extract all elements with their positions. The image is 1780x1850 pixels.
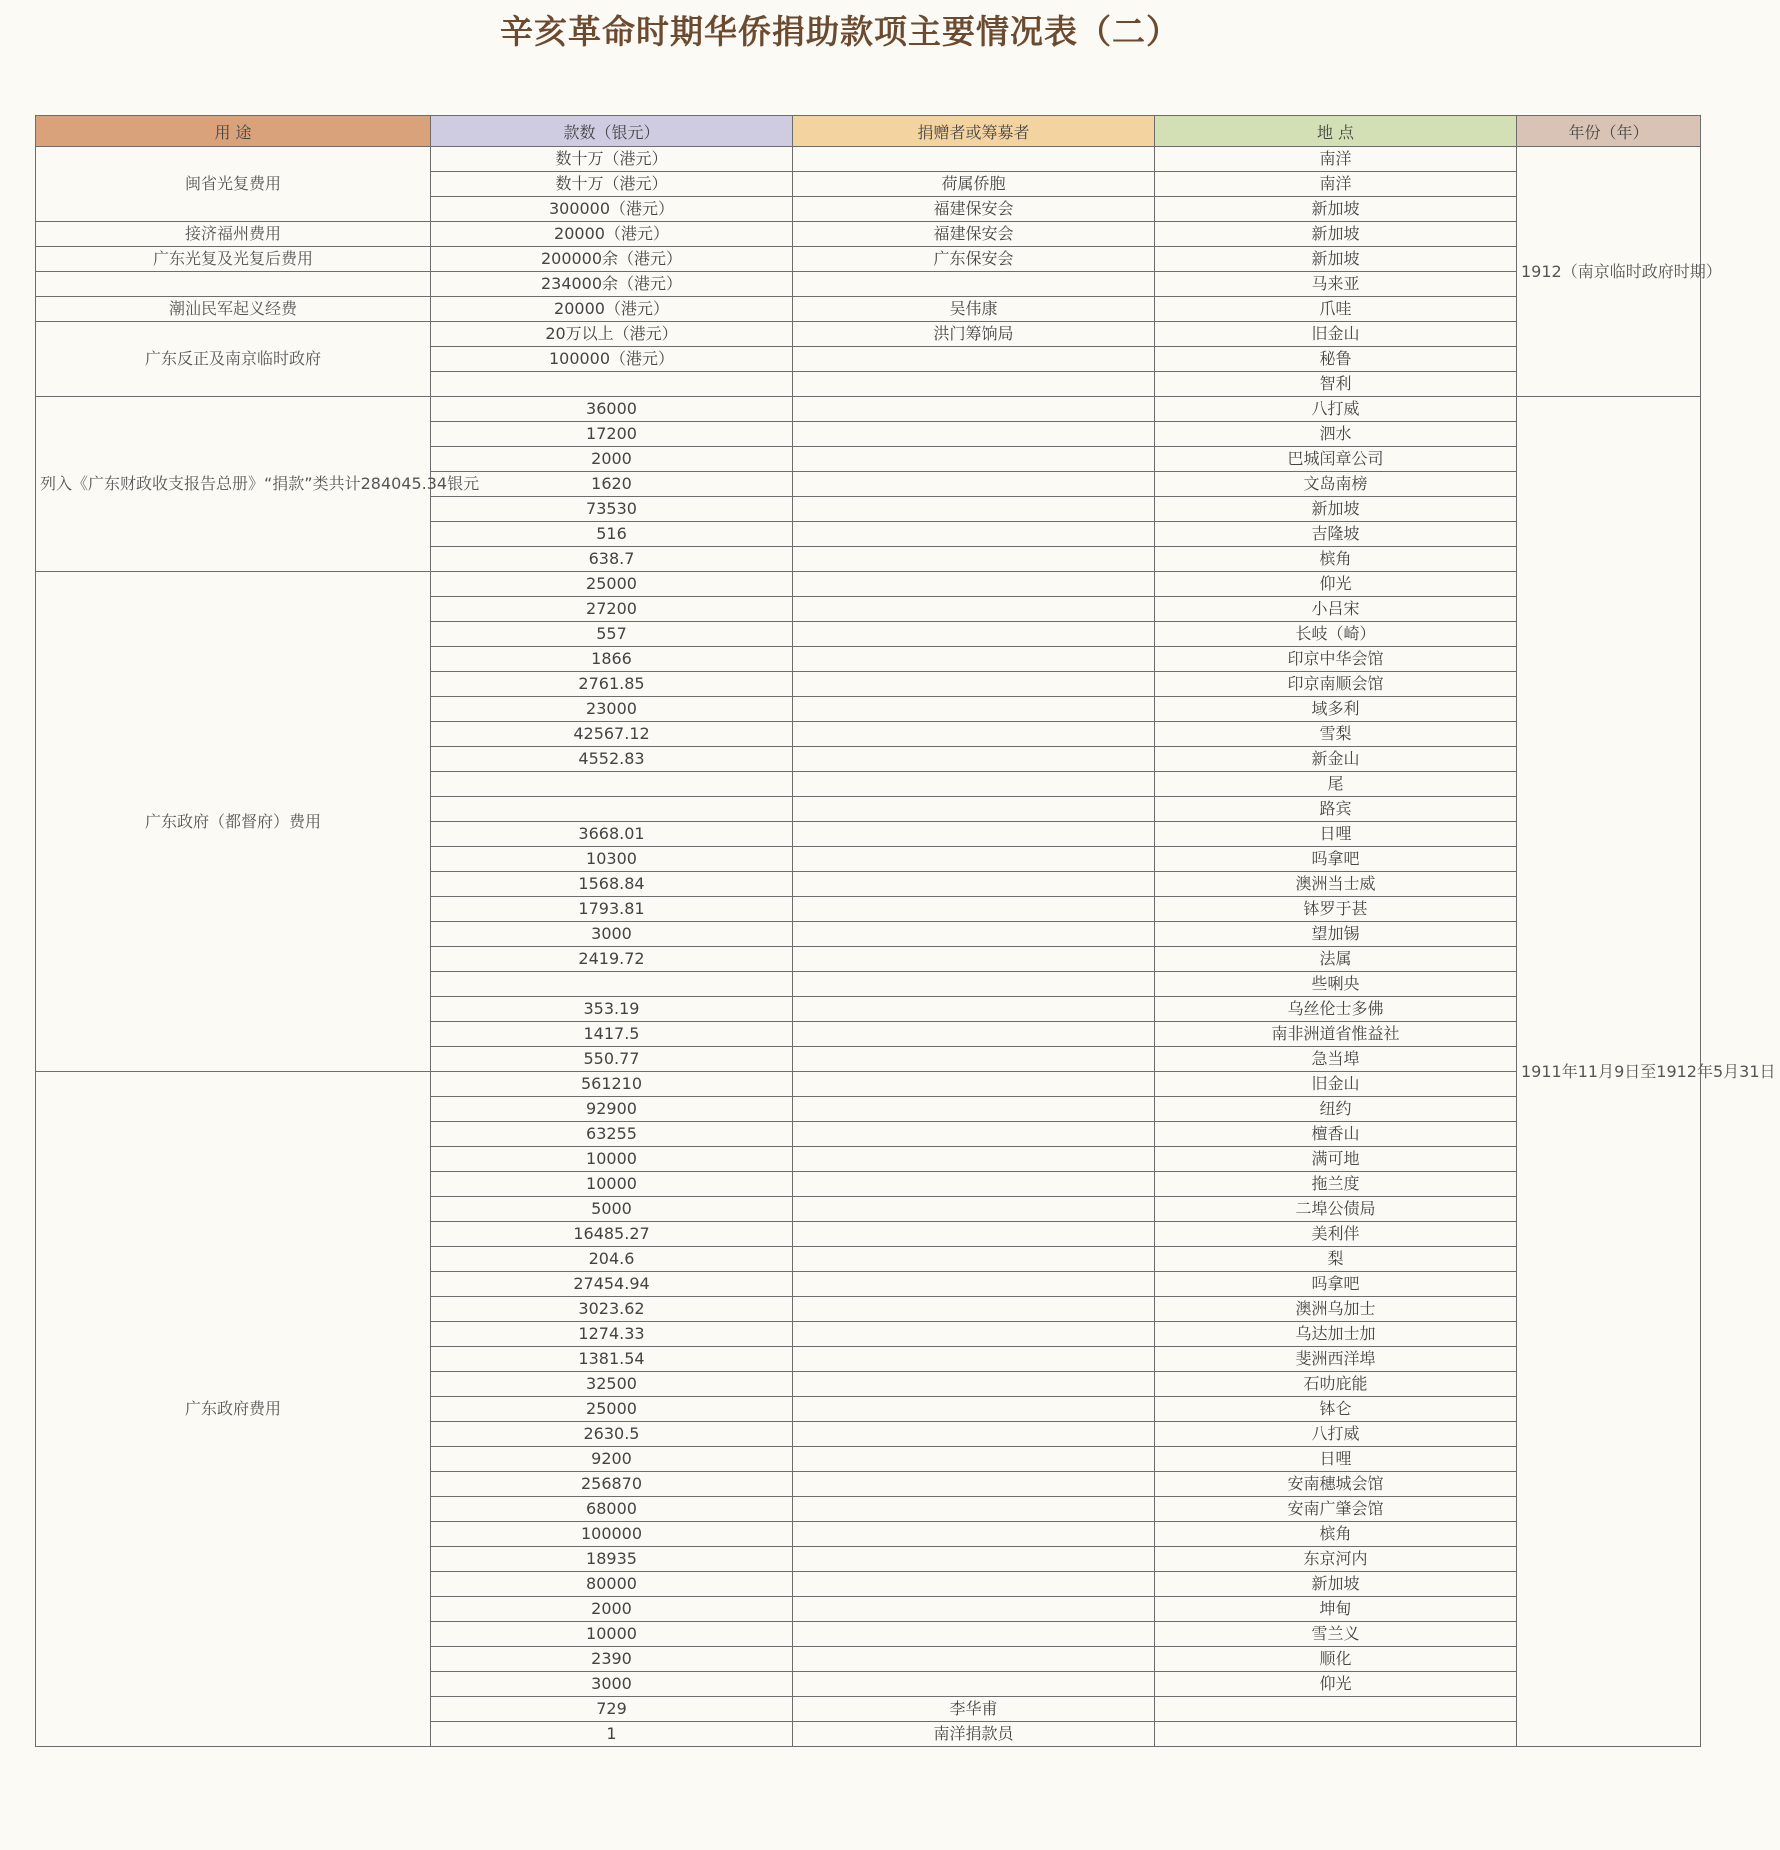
location-cell: 钵罗于甚 [1155,897,1517,922]
location-cell: 斐洲西洋埠 [1155,1347,1517,1372]
donor-cell [793,697,1155,722]
donor-column-header: 捐赠者或筹募者 [793,116,1155,147]
location-cell: 新加坡 [1155,222,1517,247]
location-cell: 新金山 [1155,747,1517,772]
table-row [36,147,1701,172]
donor-cell [793,1147,1155,1172]
amount-cell: 10000 [431,1172,793,1197]
location-cell: 泗水 [1155,422,1517,447]
amount-cell: 3023.62 [431,1297,793,1322]
amount-cell: 63255 [431,1122,793,1147]
usage-cell: 广东反正及南京临时政府 [36,322,431,397]
location-cell: 美利伴 [1155,1222,1517,1247]
location-cell: 仰光 [1155,572,1517,597]
donor-cell [793,1197,1155,1222]
donor-cell [793,797,1155,822]
amount-cell: 516 [431,522,793,547]
amount-cell: 数十万（港元） [431,172,793,197]
donor-cell [793,1247,1155,1272]
location-cell: 安南穗城会馆 [1155,1472,1517,1497]
donor-cell [793,372,1155,397]
donor-cell [793,1172,1155,1197]
location-cell: 旧金山 [1155,322,1517,347]
location-cell: 长岐（崎） [1155,622,1517,647]
location-cell: 新加坡 [1155,197,1517,222]
location-cell: 雪梨 [1155,722,1517,747]
donor-cell [793,472,1155,497]
location-cell: 梨 [1155,1247,1517,1272]
location-cell: 二埠公债局 [1155,1197,1517,1222]
donor-cell: 洪门筹饷局 [793,322,1155,347]
amount-cell: 1793.81 [431,897,793,922]
donor-cell [793,1022,1155,1047]
amount-cell [431,772,793,797]
donor-cell [793,272,1155,297]
donor-cell: 荷属侨胞 [793,172,1155,197]
donor-cell: 福建保安会 [793,222,1155,247]
amount-cell: 18935 [431,1547,793,1572]
table-header [36,116,1701,147]
amount-cell: 234000余（港元） [431,272,793,297]
amount-cell: 9200 [431,1447,793,1472]
amount-cell: 1381.54 [431,1347,793,1372]
location-cell: 槟角 [1155,1522,1517,1547]
location-cell: 雪兰义 [1155,1622,1517,1647]
period-cell: 1912（南京临时政府时期） [1517,147,1701,397]
amount-cell: 23000 [431,697,793,722]
table-row [36,272,1701,297]
donor-cell: 李华甫 [793,1697,1155,1722]
donor-cell [793,447,1155,472]
location-cell: 安南广肇会馆 [1155,1497,1517,1522]
location-cell: 钵仑 [1155,1397,1517,1422]
location-cell: 尾 [1155,772,1517,797]
period-cell: 1911年11月9日至1912年5月31日 [1517,397,1701,1747]
donor-cell [793,347,1155,372]
amount-cell: 1417.5 [431,1022,793,1047]
donor-cell [793,397,1155,422]
table-row [36,247,1701,272]
amount-cell: 20万以上（港元） [431,322,793,347]
table-body [36,147,1776,1747]
donor-cell [793,147,1155,172]
donor-cell [793,1047,1155,1072]
amount-cell: 17200 [431,422,793,447]
amount-cell: 550.77 [431,1047,793,1072]
donor-cell [793,622,1155,647]
amount-cell: 20000（港元） [431,222,793,247]
donor-cell [793,572,1155,597]
donor-cell [793,872,1155,897]
location-cell: 爪哇 [1155,297,1517,322]
location-cell: 印京南顺会馆 [1155,672,1517,697]
amount-cell: 100000 [431,1522,793,1547]
location-cell: 文岛南榜 [1155,472,1517,497]
amount-cell: 10300 [431,847,793,872]
amount-cell: 729 [431,1697,793,1722]
location-cell: 吉隆坡 [1155,522,1517,547]
amount-cell: 27200 [431,597,793,622]
donor-cell [793,972,1155,997]
amount-cell: 353.19 [431,997,793,1022]
amount-cell: 16485.27 [431,1222,793,1247]
donor-cell [793,547,1155,572]
location-cell: 些唎央 [1155,972,1517,997]
location-cell: 小吕宋 [1155,597,1517,622]
location-cell: 吗拿吧 [1155,1272,1517,1297]
amount-cell: 1866 [431,647,793,672]
amount-cell: 42567.12 [431,722,793,747]
amount-cell: 3668.01 [431,822,793,847]
location-cell: 法属 [1155,947,1517,972]
donor-cell [793,1397,1155,1422]
donor-cell [793,672,1155,697]
amount-cell: 3000 [431,1672,793,1697]
donor-cell [793,1072,1155,1097]
donor-cell [793,772,1155,797]
location-cell: 仰光 [1155,1672,1517,1697]
page-title: 辛亥革命时期华侨捐助款项主要情况表（二） [500,12,1180,51]
donor-cell [793,1422,1155,1447]
donor-cell [793,1647,1155,1672]
location-cell: 日哩 [1155,822,1517,847]
amount-cell: 2390 [431,1647,793,1672]
usage-column-header: 用 途 [36,116,431,147]
location-cell: 南洋 [1155,147,1517,172]
location-cell: 新加坡 [1155,497,1517,522]
location-cell: 巴城闰章公司 [1155,447,1517,472]
location-cell: 石叻庇能 [1155,1372,1517,1397]
amount-cell: 1620 [431,472,793,497]
location-cell: 吗拿吧 [1155,847,1517,872]
location-cell: 拖兰度 [1155,1172,1517,1197]
donor-cell [793,922,1155,947]
amount-cell: 10000 [431,1622,793,1647]
location-cell: 马来亚 [1155,272,1517,297]
amount-cell: 300000（港元） [431,197,793,222]
donor-cell: 广东保安会 [793,247,1155,272]
amount-cell [431,372,793,397]
amount-cell: 200000余（港元） [431,247,793,272]
donor-cell [793,1272,1155,1297]
amount-cell: 2000 [431,1597,793,1622]
location-cell: 秘鲁 [1155,347,1517,372]
donor-cell [793,1122,1155,1147]
location-cell: 旧金山 [1155,1072,1517,1097]
table-row [36,322,1701,347]
location-cell: 乌达加士加 [1155,1322,1517,1347]
donor-cell [793,1297,1155,1322]
amount-cell: 25000 [431,1397,793,1422]
amount-cell: 32500 [431,1372,793,1397]
donor-cell [793,722,1155,747]
donor-cell [793,847,1155,872]
donor-cell [793,1372,1155,1397]
donations-table [35,115,1776,1747]
amount-cell: 25000 [431,572,793,597]
donor-cell [793,422,1155,447]
amount-cell: 1568.84 [431,872,793,897]
donor-cell [793,597,1155,622]
amount-cell: 3000 [431,922,793,947]
amount-cell: 80000 [431,1572,793,1597]
amount-cell: 27454.94 [431,1272,793,1297]
donor-cell [793,1347,1155,1372]
location-cell: 槟角 [1155,547,1517,572]
donor-cell [793,1597,1155,1622]
location-cell: 南洋 [1155,172,1517,197]
location-cell: 纽约 [1155,1097,1517,1122]
amount-cell: 561210 [431,1072,793,1097]
usage-cell: 广东光复及光复后费用 [36,247,431,272]
usage-cell: 广东政府（都督府）费用 [36,572,431,1072]
usage-cell: 广东政府费用 [36,1072,431,1747]
location-cell: 新加坡 [1155,1572,1517,1597]
donor-cell [793,1497,1155,1522]
usage-cell: 列入《广东财政收支报告总册》“捐款”类共计284045.34银元 [36,397,431,572]
amount-cell: 2761.85 [431,672,793,697]
location-cell [1155,1697,1517,1722]
donor-cell [793,1522,1155,1547]
location-cell: 南非洲道省惟益社 [1155,1022,1517,1047]
amount-cell: 2000 [431,447,793,472]
amount-cell: 557 [431,622,793,647]
usage-cell: 潮汕民军起义经费 [36,297,431,322]
amount-cell: 2419.72 [431,947,793,972]
donor-cell [793,1572,1155,1597]
amount-cell: 2630.5 [431,1422,793,1447]
location-cell: 八打威 [1155,1422,1517,1447]
donor-cell [793,522,1155,547]
amount-cell: 10000 [431,1147,793,1172]
amount-cell: 92900 [431,1097,793,1122]
donor-cell [793,947,1155,972]
usage-cell: 闽省光复费用 [36,147,431,222]
amount-cell: 36000 [431,397,793,422]
location-cell: 日哩 [1155,1447,1517,1472]
location-cell: 东京河内 [1155,1547,1517,1572]
amount-cell: 1274.33 [431,1322,793,1347]
location-cell: 急当埠 [1155,1047,1517,1072]
usage-cell [36,272,431,297]
amount-cell: 73530 [431,497,793,522]
location-cell: 澳洲乌加士 [1155,1297,1517,1322]
donor-cell [793,1222,1155,1247]
amount-cell: 638.7 [431,547,793,572]
location-cell: 望加锡 [1155,922,1517,947]
amount-cell: 256870 [431,1472,793,1497]
donor-cell [793,997,1155,1022]
table-row [36,572,1701,597]
donor-cell [793,1472,1155,1497]
location-cell: 域多利 [1155,697,1517,722]
location-column-header: 地 点 [1155,116,1517,147]
amount-cell: 数十万（港元） [431,147,793,172]
donor-cell [793,822,1155,847]
amount-cell: 204.6 [431,1247,793,1272]
location-cell: 檀香山 [1155,1122,1517,1147]
table-row [36,297,1701,322]
donor-cell [793,747,1155,772]
donor-cell: 南洋捐款员 [793,1722,1155,1747]
donor-cell: 吴伟康 [793,297,1155,322]
donor-cell [793,1322,1155,1347]
header-row [36,116,1701,147]
amount-column-header: 款数（银元） [431,116,793,147]
donor-cell [793,897,1155,922]
table-row [36,222,1701,247]
donor-cell [793,1447,1155,1472]
amount-cell: 68000 [431,1497,793,1522]
donor-cell [793,1672,1155,1697]
location-cell: 新加坡 [1155,247,1517,272]
donor-cell [793,647,1155,672]
amount-cell [431,797,793,822]
amount-cell: 1 [431,1722,793,1747]
donor-cell [793,1097,1155,1122]
location-cell: 满可地 [1155,1147,1517,1172]
donor-cell: 福建保安会 [793,197,1155,222]
donor-cell [793,497,1155,522]
location-cell: 智利 [1155,372,1517,397]
usage-cell: 接济福州费用 [36,222,431,247]
location-cell: 路宾 [1155,797,1517,822]
table-row [36,1072,1701,1097]
location-cell: 坤甸 [1155,1597,1517,1622]
donor-cell [793,1547,1155,1572]
amount-cell [431,972,793,997]
amount-cell: 100000（港元） [431,347,793,372]
year-column-header: 年份（年） [1517,116,1701,147]
amount-cell: 20000（港元） [431,297,793,322]
location-cell: 乌丝伦士多佛 [1155,997,1517,1022]
donor-cell [793,1622,1155,1647]
location-cell: 八打威 [1155,397,1517,422]
location-cell [1155,1722,1517,1747]
location-cell: 澳洲当士威 [1155,872,1517,897]
amount-cell: 4552.83 [431,747,793,772]
location-cell: 顺化 [1155,1647,1517,1672]
amount-cell: 5000 [431,1197,793,1222]
table-row [36,397,1701,422]
location-cell: 印京中华会馆 [1155,647,1517,672]
